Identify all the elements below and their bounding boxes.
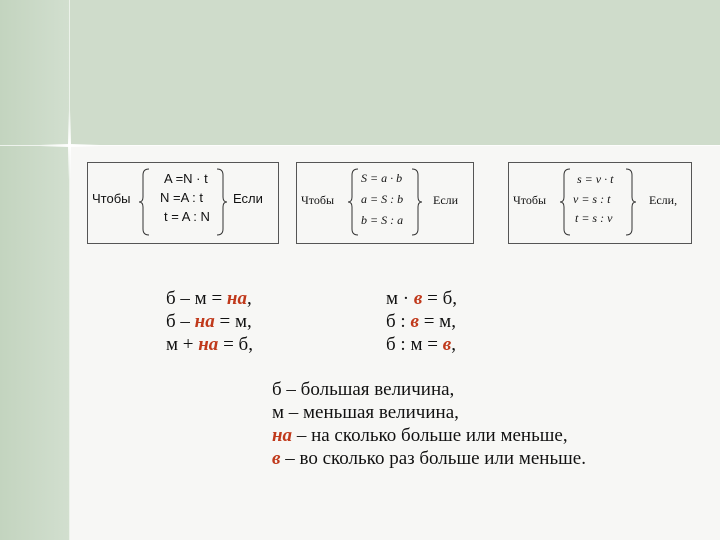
ratio-rule-2: б : в = м, bbox=[386, 311, 456, 332]
formula-3: t = s : v bbox=[575, 211, 613, 225]
formula-2: N =A : t bbox=[160, 190, 203, 205]
formula-box-area bbox=[296, 162, 474, 244]
legend-item-big: б – большая величина, bbox=[272, 379, 455, 400]
horizontal-divider bbox=[0, 145, 720, 146]
box-right-label: Если, bbox=[649, 193, 678, 207]
legend-item-ratio: в – во сколько раз больше или меньше. bbox=[272, 448, 586, 469]
formula-2: v = s : t bbox=[573, 192, 611, 206]
box-right-label: Если bbox=[233, 191, 263, 206]
right-brace-icon bbox=[625, 167, 637, 237]
formula-2: a = S : b bbox=[361, 192, 404, 206]
legend bbox=[272, 378, 586, 470]
right-brace-icon bbox=[216, 167, 228, 237]
top-decorative-band bbox=[70, 0, 720, 145]
box-left-label: Чтобы bbox=[92, 191, 131, 206]
box-left-label: Чтобы bbox=[513, 193, 547, 207]
left-brace-icon bbox=[347, 167, 359, 237]
formula-box-work bbox=[87, 162, 279, 244]
right-brace-icon bbox=[411, 167, 423, 237]
legend-item-difference: на – на сколько больше или меньше, bbox=[272, 425, 568, 446]
box-left-label: Чтобы bbox=[301, 193, 335, 207]
ratio-rule-1: м · в = б, bbox=[386, 288, 457, 309]
formula-1: S = a · b bbox=[361, 171, 403, 185]
formula-3: b = S : a bbox=[361, 213, 404, 227]
left-brace-icon bbox=[138, 167, 150, 237]
formula-box-distance bbox=[508, 162, 692, 244]
vertical-divider bbox=[69, 0, 70, 540]
box-right-label: Если bbox=[433, 193, 459, 207]
ratio-rule-3: б : м = в, bbox=[386, 334, 456, 355]
difference-rule-2: б – на = м, bbox=[166, 311, 252, 332]
left-brace-icon bbox=[559, 167, 571, 237]
legend-item-small: м – меньшая величина, bbox=[272, 402, 459, 423]
difference-rules bbox=[166, 287, 253, 356]
difference-rule-3: м + на = б, bbox=[166, 334, 253, 355]
formula-3: t = A : N bbox=[164, 209, 210, 224]
sparkle-vertical bbox=[68, 110, 71, 180]
left-decorative-band bbox=[0, 0, 70, 540]
formula-1: s = v · t bbox=[577, 172, 614, 186]
difference-rule-1: б – м = на, bbox=[166, 288, 252, 309]
ratio-rules bbox=[386, 287, 457, 356]
formula-1: A =N · t bbox=[164, 171, 208, 186]
